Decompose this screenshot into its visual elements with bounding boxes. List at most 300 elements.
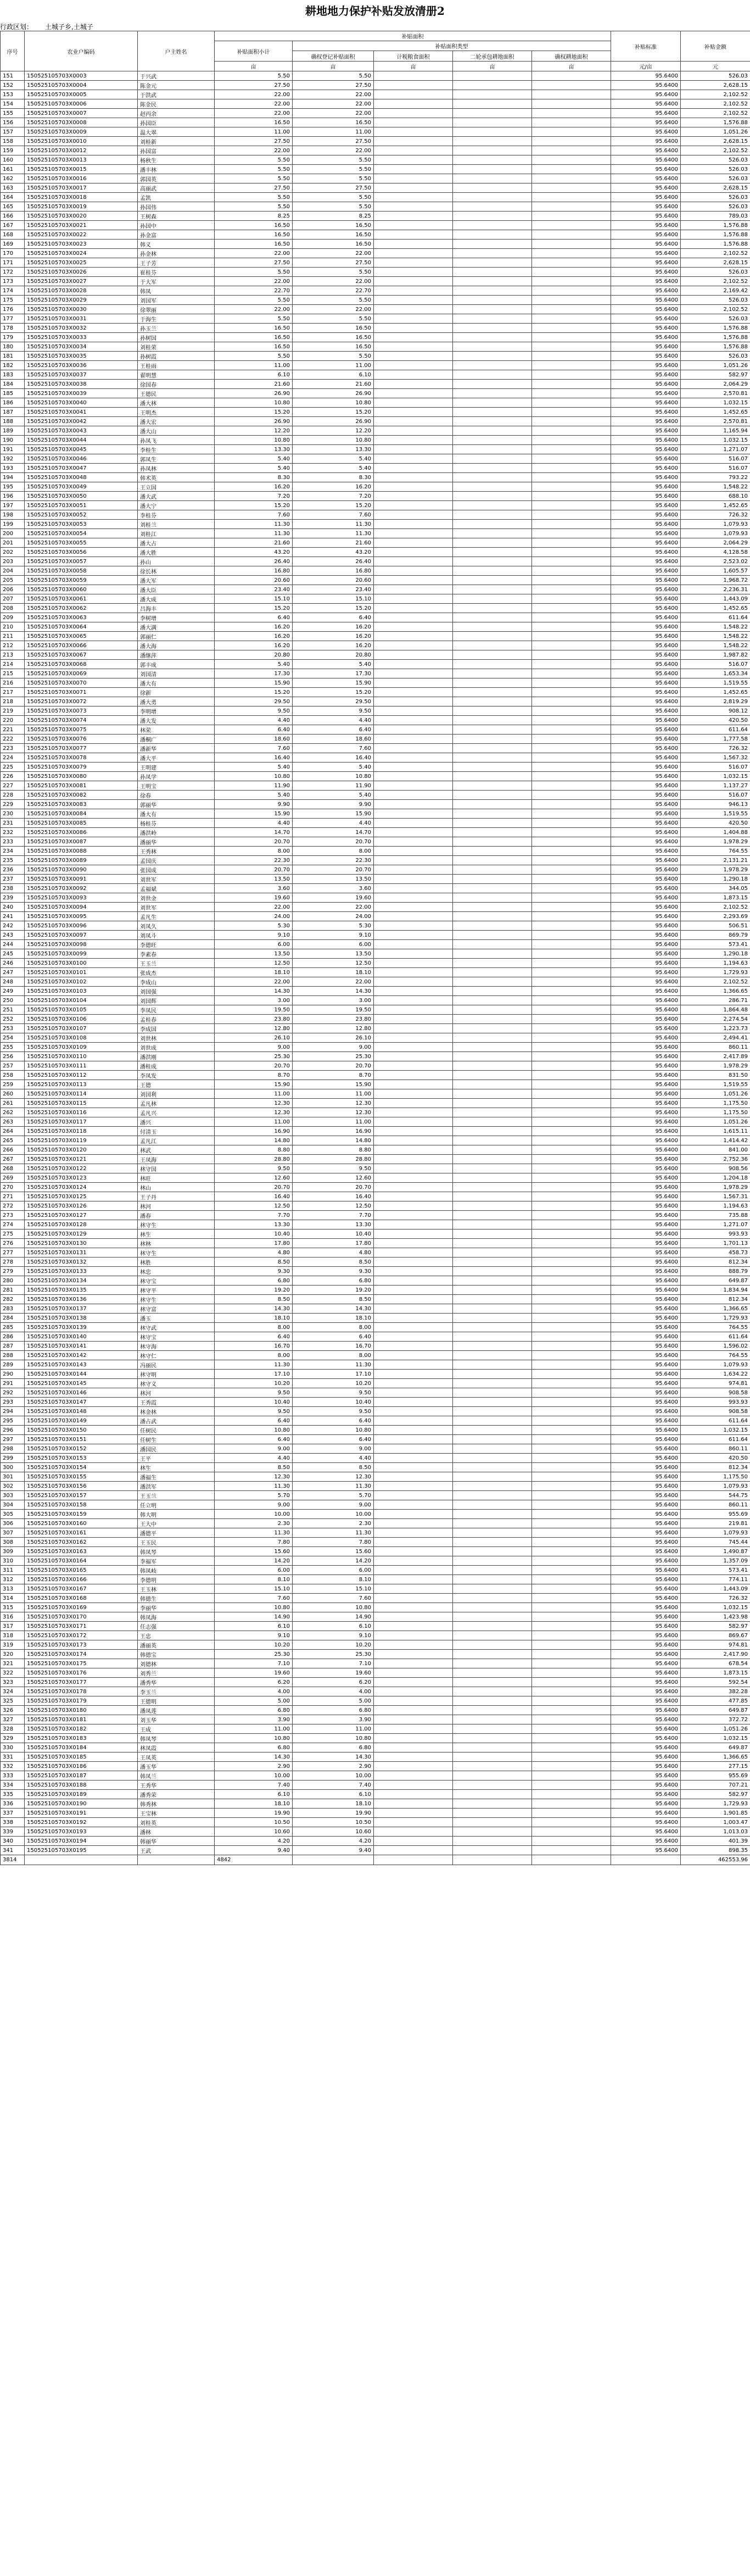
cell-other-area: [532, 576, 611, 585]
cell-second-area: [453, 1500, 532, 1510]
cell-seq: 265: [1, 1136, 25, 1145]
cell-plan-area: [374, 352, 453, 361]
cell-contract-area: 5.50: [293, 71, 374, 81]
cell-rate: 95.6400: [611, 202, 681, 212]
cell-name: 林胜: [138, 1258, 215, 1267]
cell-name: 潘大满: [138, 622, 215, 632]
cell-amount: 2,102.52: [681, 903, 750, 912]
table-row: [1, 510, 750, 520]
cell-plan-area: [374, 1304, 453, 1314]
cell-plan-area: [374, 305, 453, 314]
cell-plan-area: [374, 520, 453, 529]
cell-second-area: [453, 258, 532, 268]
cell-plan-area: [374, 641, 453, 650]
cell-amount: 707.21: [681, 1781, 750, 1790]
table-row: [1, 1715, 750, 1724]
cell-account: 150525105703X0177: [25, 1678, 138, 1687]
cell-second-area: [453, 594, 532, 604]
cell-seq: 260: [1, 1089, 25, 1099]
cell-name: 李桂芬: [138, 510, 215, 520]
cell-second-area: [453, 398, 532, 408]
cell-rate: 95.6400: [611, 1080, 681, 1089]
cell-other-area: [532, 1500, 611, 1510]
cell-seq: 203: [1, 557, 25, 566]
table-row: [1, 1108, 750, 1117]
cell-rate: 95.6400: [611, 445, 681, 454]
cell-other-area: [532, 109, 611, 118]
cell-plan-area: [374, 697, 453, 706]
cell-seq: 245: [1, 949, 25, 959]
cell-amount: 745.44: [681, 1538, 750, 1547]
cell-other-area: [532, 931, 611, 940]
cell-second-area: [453, 1790, 532, 1799]
cell-seq: 231: [1, 819, 25, 828]
cell-rate: 95.6400: [611, 1547, 681, 1556]
cell-seq: 302: [1, 1482, 25, 1491]
cell-area-subtotal: 9.00: [215, 1043, 293, 1052]
cell-plan-area: [374, 1752, 453, 1762]
cell-contract-area: 6.40: [293, 1435, 374, 1444]
cell-area-subtotal: 19.50: [215, 1005, 293, 1015]
cell-contract-area: 5.00: [293, 1696, 374, 1706]
table-row: [1, 1015, 750, 1024]
cell-rate: 95.6400: [611, 987, 681, 996]
cell-plan-area: [374, 1416, 453, 1426]
table-row: [1, 809, 750, 819]
cell-other-area: [532, 1117, 611, 1127]
cell-account: 150525105703X0088: [25, 847, 138, 856]
cell-account: 150525105703X0164: [25, 1556, 138, 1566]
cell-second-area: [453, 1482, 532, 1491]
cell-amount: 611.64: [681, 1416, 750, 1426]
cell-plan-area: [374, 314, 453, 324]
cell-rate: 95.6400: [611, 1155, 681, 1164]
cell-contract-area: 15.20: [293, 501, 374, 510]
cell-seq: 157: [1, 127, 25, 137]
cell-other-area: [532, 1743, 611, 1752]
cell-plan-area: [374, 1547, 453, 1556]
cell-second-area: [453, 1183, 532, 1192]
cell-account: 150525105703X0020: [25, 212, 138, 221]
cell-name: 潘新华: [138, 744, 215, 753]
cell-area-subtotal: 8.80: [215, 1145, 293, 1155]
cell-rate: 95.6400: [611, 473, 681, 482]
cell-contract-area: 22.00: [293, 249, 374, 258]
cell-name: 潘丽华: [138, 837, 215, 847]
table-row: [1, 296, 750, 305]
table-row: [1, 828, 750, 837]
cell-contract-area: 13.50: [293, 949, 374, 959]
cell-second-area: [453, 1640, 532, 1650]
cell-contract-area: 8.10: [293, 1575, 374, 1584]
cell-amount: 1,003.47: [681, 1818, 750, 1827]
cell-plan-area: [374, 1538, 453, 1547]
cell-seq: 307: [1, 1528, 25, 1538]
table-row: [1, 1229, 750, 1239]
cell-second-area: [453, 1304, 532, 1314]
cell-plan-area: [374, 1762, 453, 1771]
cell-amount: 869.79: [681, 931, 750, 940]
cell-second-area: [453, 1752, 532, 1762]
cell-area-subtotal: 10.40: [215, 1229, 293, 1239]
cell-area-subtotal: 5.70: [215, 1491, 293, 1500]
cell-account: 150525105703X0004: [25, 81, 138, 90]
cell-other-area: [532, 352, 611, 361]
cell-plan-area: [374, 557, 453, 566]
cell-plan-area: [374, 1640, 453, 1650]
table-row: [1, 1080, 750, 1089]
cell-other-area: [532, 1706, 611, 1715]
cell-other-area: [532, 697, 611, 706]
cell-other-area: [532, 1491, 611, 1500]
cell-amount: 1,864.48: [681, 1005, 750, 1015]
cell-amount: 1,490.87: [681, 1547, 750, 1556]
cell-name: 王玉兰: [138, 959, 215, 968]
cell-account: 150525105703X0034: [25, 342, 138, 352]
cell-contract-area: 6.00: [293, 940, 374, 949]
cell-plan-area: [374, 1444, 453, 1454]
cell-contract-area: 11.00: [293, 1089, 374, 1099]
cell-seq: 240: [1, 903, 25, 912]
cell-second-area: [453, 1594, 532, 1603]
cell-plan-area: [374, 249, 453, 258]
cell-rate: 95.6400: [611, 99, 681, 109]
table-row: [1, 398, 750, 408]
cell-contract-area: 3.00: [293, 996, 374, 1005]
cell-contract-area: 3.60: [293, 884, 374, 893]
cell-rate: 95.6400: [611, 1603, 681, 1612]
table-row: [1, 240, 750, 249]
cell-area-subtotal: 18.10: [215, 1314, 293, 1323]
cell-amount: 1,079.93: [681, 1482, 750, 1491]
cell-second-area: [453, 772, 532, 781]
cell-rate: 95.6400: [611, 1248, 681, 1258]
cell-amount: 582.97: [681, 370, 750, 380]
cell-area-subtotal: 18.10: [215, 968, 293, 977]
cell-second-area: [453, 1491, 532, 1500]
cell-contract-area: 7.60: [293, 744, 374, 753]
cell-account: 150525105703X0054: [25, 529, 138, 538]
table-row: [1, 1314, 750, 1323]
cell-area-subtotal: 10.50: [215, 1818, 293, 1827]
table-row: [1, 277, 750, 286]
cell-contract-area: 16.20: [293, 482, 374, 492]
cell-seq: 155: [1, 109, 25, 118]
table-row: [1, 1584, 750, 1594]
cell-other-area: [532, 987, 611, 996]
cell-plan-area: [374, 1360, 453, 1370]
cell-seq: 332: [1, 1762, 25, 1771]
cell-account: 150525105703X0041: [25, 408, 138, 417]
cell-rate: 95.6400: [611, 1622, 681, 1631]
cell-second-area: [453, 604, 532, 613]
cell-second-area: [453, 249, 532, 258]
cell-other-area: [532, 510, 611, 520]
cell-contract-area: 7.10: [293, 1659, 374, 1668]
cell-plan-area: [374, 1706, 453, 1715]
table-row: [1, 921, 750, 931]
cell-area-subtotal: 13.30: [215, 1220, 293, 1229]
cell-seq: 291: [1, 1379, 25, 1388]
cell-amount: 611.64: [681, 1332, 750, 1342]
cell-second-area: [453, 1472, 532, 1482]
cell-rate: 95.6400: [611, 1407, 681, 1416]
cell-contract-area: 5.40: [293, 464, 374, 473]
cell-account: 150525105703X0045: [25, 445, 138, 454]
cell-rate: 95.6400: [611, 268, 681, 277]
cell-name: 郭丽华: [138, 800, 215, 809]
table-row: [1, 1752, 750, 1762]
cell-other-area: [532, 492, 611, 501]
cell-amount: 1,079.93: [681, 529, 750, 538]
cell-contract-area: 16.50: [293, 230, 374, 240]
cell-contract-area: 8.00: [293, 1351, 374, 1360]
cell-seq: 204: [1, 566, 25, 576]
cell-seq: 314: [1, 1594, 25, 1603]
cell-amount: 1,032.15: [681, 1734, 750, 1743]
cell-other-area: [532, 1388, 611, 1398]
cell-contract-area: 27.50: [293, 81, 374, 90]
cell-plan-area: [374, 1463, 453, 1472]
cell-account: 150525105703X0057: [25, 557, 138, 566]
cell-second-area: [453, 585, 532, 594]
cell-other-area: [532, 1659, 611, 1668]
cell-amount: 1,137.27: [681, 781, 750, 791]
cell-rate: 95.6400: [611, 538, 681, 548]
cell-rate: 95.6400: [611, 819, 681, 828]
cell-plan-area: [374, 959, 453, 968]
cell-seq: 308: [1, 1538, 25, 1547]
cell-seq: 221: [1, 725, 25, 735]
cell-seq: 324: [1, 1687, 25, 1696]
cell-account: 150525105703X0109: [25, 1043, 138, 1052]
cell-seq: 191: [1, 445, 25, 454]
cell-account: 150525105703X0163: [25, 1547, 138, 1556]
cell-rate: 95.6400: [611, 996, 681, 1005]
cell-area-subtotal: 8.10: [215, 1575, 293, 1584]
table-row: [1, 1033, 750, 1043]
cell-contract-area: 5.40: [293, 660, 374, 669]
cell-amount: 955.69: [681, 1771, 750, 1781]
cell-name: 孙国伟: [138, 202, 215, 212]
cell-area-subtotal: 17.30: [215, 669, 293, 678]
cell-rate: 95.6400: [611, 221, 681, 230]
table-row: [1, 566, 750, 576]
cell-other-area: [532, 1398, 611, 1407]
cell-contract-area: 21.60: [293, 538, 374, 548]
cell-account: 150525105703X0023: [25, 240, 138, 249]
cell-second-area: [453, 1099, 532, 1108]
cell-rate: 95.6400: [611, 1771, 681, 1781]
cell-amount: 516.07: [681, 464, 750, 473]
table-row: [1, 1043, 750, 1052]
cell-account: 150525105703X0006: [25, 99, 138, 109]
cell-second-area: [453, 1435, 532, 1444]
cell-name: 张成杰: [138, 968, 215, 977]
cell-name: 温大翠: [138, 127, 215, 137]
cell-area-subtotal: 14.30: [215, 1752, 293, 1762]
cell-area-subtotal: 5.30: [215, 921, 293, 931]
cell-seq: 271: [1, 1192, 25, 1201]
cell-amount: 526.03: [681, 155, 750, 165]
cell-contract-area: 18.10: [293, 968, 374, 977]
cell-plan-area: [374, 1276, 453, 1286]
cell-seq: 194: [1, 473, 25, 482]
cell-second-area: [453, 669, 532, 678]
cell-plan-area: [374, 1556, 453, 1566]
cell-second-area: [453, 109, 532, 118]
cell-contract-area: 24.00: [293, 912, 374, 921]
cell-amount: 1,175.50: [681, 1472, 750, 1482]
cell-second-area: [453, 1248, 532, 1258]
cell-seq: 284: [1, 1314, 25, 1323]
cell-name: 潘丽英: [138, 1640, 215, 1650]
cell-seq: 339: [1, 1827, 25, 1837]
cell-area-subtotal: 9.50: [215, 1388, 293, 1398]
cell-amount: 2,417.90: [681, 1650, 750, 1659]
cell-account: 150525105703X0146: [25, 1388, 138, 1398]
cell-seq: 283: [1, 1304, 25, 1314]
cell-account: 150525105703X0094: [25, 903, 138, 912]
cell-amount: 1,777.58: [681, 735, 750, 744]
cell-area-subtotal: 5.50: [215, 352, 293, 361]
cell-name: 徐新: [138, 688, 215, 697]
cell-seq: 264: [1, 1127, 25, 1136]
cell-rate: 95.6400: [611, 240, 681, 249]
cell-plan-area: [374, 1267, 453, 1276]
cell-second-area: [453, 903, 532, 912]
cell-seq: 280: [1, 1276, 25, 1286]
cell-amount: 1,032.15: [681, 436, 750, 445]
cell-name: 刘世军: [138, 875, 215, 884]
cell-name: 王大中: [138, 1519, 215, 1528]
cell-other-area: [532, 454, 611, 464]
cell-plan-area: [374, 286, 453, 296]
cell-other-area: [532, 632, 611, 641]
cell-account: 150525105703X0062: [25, 604, 138, 613]
cell-other-area: [532, 921, 611, 931]
cell-account: 150525105703X0046: [25, 454, 138, 464]
cell-seq: 278: [1, 1258, 25, 1267]
cell-amount: 1,576.88: [681, 230, 750, 240]
cell-account: 150525105703X0150: [25, 1426, 138, 1435]
cell-plan-area: [374, 753, 453, 763]
cell-second-area: [453, 1024, 532, 1033]
cell-plan-area: [374, 1687, 453, 1696]
cell-account: 150525105703X0068: [25, 660, 138, 669]
cell-plan-area: [374, 772, 453, 781]
cell-contract-area: 16.50: [293, 118, 374, 127]
table-row: [1, 1155, 750, 1164]
cell-area-subtotal: 6.80: [215, 1276, 293, 1286]
cell-account: 150525105703X0179: [25, 1696, 138, 1706]
cell-rate: 95.6400: [611, 1323, 681, 1332]
cell-contract-area: 11.30: [293, 529, 374, 538]
cell-second-area: [453, 828, 532, 837]
table-row: [1, 660, 750, 669]
cell-second-area: [453, 482, 532, 492]
cell-seq: 254: [1, 1033, 25, 1043]
cell-account: 150525105703X0132: [25, 1258, 138, 1267]
cell-second-area: [453, 1603, 532, 1612]
cell-other-area: [532, 1846, 611, 1855]
cell-amount: 726.32: [681, 1594, 750, 1603]
cell-plan-area: [374, 1351, 453, 1360]
cell-rate: 95.6400: [611, 1827, 681, 1837]
cell-other-area: [532, 1024, 611, 1033]
cell-plan-area: [374, 1229, 453, 1239]
cell-account: 150525105703X0051: [25, 501, 138, 510]
cell-amount: 908.58: [681, 1388, 750, 1398]
cell-contract-area: 7.80: [293, 1538, 374, 1547]
cell-seq: 216: [1, 678, 25, 688]
cell-seq: 269: [1, 1173, 25, 1183]
cell-seq: 323: [1, 1678, 25, 1687]
cell-seq: 340: [1, 1837, 25, 1846]
table-row: [1, 1510, 750, 1519]
cell-amount: 1,290.18: [681, 949, 750, 959]
cell-area-subtotal: 20.80: [215, 650, 293, 660]
cell-other-area: [532, 1164, 611, 1173]
cell-account: 150525105703X0135: [25, 1286, 138, 1295]
cell-area-subtotal: 5.50: [215, 174, 293, 183]
cell-plan-area: [374, 1678, 453, 1687]
cell-plan-area: [374, 1827, 453, 1837]
cell-second-area: [453, 221, 532, 230]
cell-second-area: [453, 1444, 532, 1454]
cell-plan-area: [374, 1052, 453, 1061]
cell-name: 潘玉华: [138, 1762, 215, 1771]
cell-plan-area: [374, 417, 453, 426]
cell-rate: 95.6400: [611, 137, 681, 146]
cell-area-subtotal: 18.10: [215, 1799, 293, 1809]
table-row: [1, 1463, 750, 1472]
cell-contract-area: 8.50: [293, 1258, 374, 1267]
cell-other-area: [532, 800, 611, 809]
cell-area-subtotal: 11.30: [215, 1360, 293, 1370]
cell-area-subtotal: 13.30: [215, 445, 293, 454]
cell-other-area: [532, 1790, 611, 1799]
cell-second-area: [453, 389, 532, 398]
cell-rate: 95.6400: [611, 613, 681, 622]
cell-name: 陈金元: [138, 81, 215, 90]
table-row: [1, 594, 750, 604]
cell-plan-area: [374, 202, 453, 212]
cell-rate: 95.6400: [611, 959, 681, 968]
cell-second-area: [453, 706, 532, 716]
unit-mu: 亩: [453, 62, 532, 71]
cell-other-area: [532, 1435, 611, 1444]
cell-seq: 206: [1, 585, 25, 594]
cell-contract-area: 9.50: [293, 1388, 374, 1398]
cell-seq: 304: [1, 1500, 25, 1510]
cell-account: 150525105703X0066: [25, 641, 138, 650]
cell-name: 孙金林: [138, 249, 215, 258]
cell-area-subtotal: 8.00: [215, 1351, 293, 1360]
cell-second-area: [453, 1314, 532, 1323]
cell-contract-area: 25.30: [293, 1052, 374, 1061]
table-row: [1, 557, 750, 566]
cell-other-area: [532, 520, 611, 529]
cell-area-subtotal: 6.20: [215, 1678, 293, 1687]
cell-area-subtotal: 2.90: [215, 1762, 293, 1771]
cell-plan-area: [374, 1145, 453, 1155]
cell-rate: 95.6400: [611, 893, 681, 903]
cell-plan-area: [374, 1314, 453, 1323]
cell-plan-area: [374, 183, 453, 193]
cell-plan-area: [374, 1846, 453, 1855]
cell-plan-area: [374, 492, 453, 501]
